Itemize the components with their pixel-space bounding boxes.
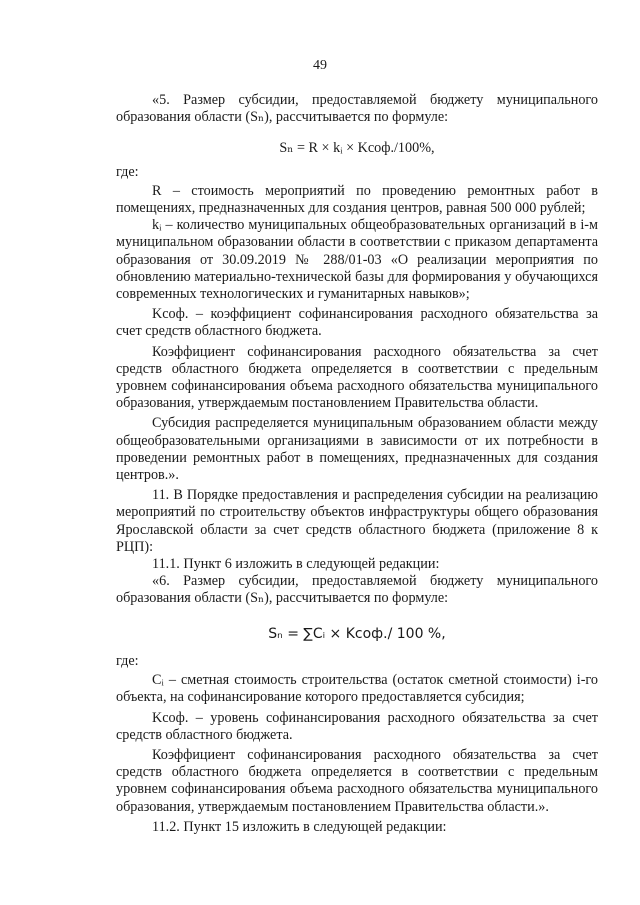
formula-subsidy-2: Sₙ = ∑Cᵢ × Kсоф./ 100 %, — [268, 625, 446, 642]
formula-subsidy-1: Sₙ = R × kᵢ × Kсоф./100%, — [279, 140, 435, 157]
paragraph-item-11: 11. В Порядке предоставления и распределения субсидии на реализацию мероприятий по строительству объектов инфраструктуры общего образования Ярославской области за счет средств областного бюджета (приложение 8 к РЦП): — [116, 487, 598, 555]
paragraph-distribution: Субсидия распределяется муниципальным образованием области между общеобразовательными организациями в зависимости от их потребности в проведении ремонтных работ в помещениях, предназначенных для создания центров.». — [116, 415, 598, 484]
paragraph-subsidy-size-6: «6. Размер субсидии, предоставляемой бюджету муниципального образования области (Sₙ), рассчитывается по формуле: — [116, 573, 598, 607]
paragraph-subsidy-size-5: «5. Размер субсидии, предоставляемой бюджету муниципального образования области (Sₙ), рассчитывается по формуле: — [116, 92, 598, 126]
where-label-1: где: — [116, 163, 139, 180]
paragraph-item-11-1: 11.1. Пункт 6 изложить в следующей редакции: — [152, 556, 440, 573]
paragraph-k-definition: kᵢ – количество муниципальных общеобразовательных организаций в i-м муниципальном образовании области в соответствии с приказом департамента образования от 30.09.2019 № 288/01-03 «О реализации мероприятия по обновлению материально-технической базы для формирования у обучающихся современных технологических и гуманитарных навыков»; — [116, 217, 598, 303]
paragraph-ksof-definition-2: Kсоф. – уровень софинансирования расходного обязательства за счет средств областного бюджета. — [116, 709, 598, 743]
paragraph-ksof-definition-1: Kсоф. – коэффициент софинансирования расходного обязательства за счет средств областного бюджета. — [116, 306, 598, 340]
paragraph-item-11-2: 11.2. Пункт 15 изложить в следующей редакции: — [152, 818, 447, 835]
paragraph-c-definition: Cᵢ – сметная стоимость строительства (остаток сметной стоимости) i-го объекта, на софинансирование которого предоставляется субсидия; — [116, 672, 598, 706]
paragraph-coefficient-1: Коэффициент софинансирования расходного обязательства за счет средств областного бюджета определяется в соответствии с предельным уровнем софинансирования объема расходного обязательства муниципального образования, утверждаемым постановлением Правительства области. — [116, 343, 598, 412]
where-label-2: где: — [116, 652, 139, 669]
paragraph-r-definition: R – стоимость мероприятий по проведению ремонтных работ в помещениях, предназначенных для создания центров, равная 500 000 рублей; — [116, 182, 598, 217]
document-body — [116, 92, 598, 836]
page-number: 49 — [313, 58, 327, 73]
paragraph-coefficient-2: Коэффициент софинансирования расходного обязательства за счет средств областного бюджета определяется в соответствии с предельным уровнем софинансирования объема расходного обязательства муниципального образования, утверждаемым постановлением Правительства области.». — [116, 746, 598, 815]
